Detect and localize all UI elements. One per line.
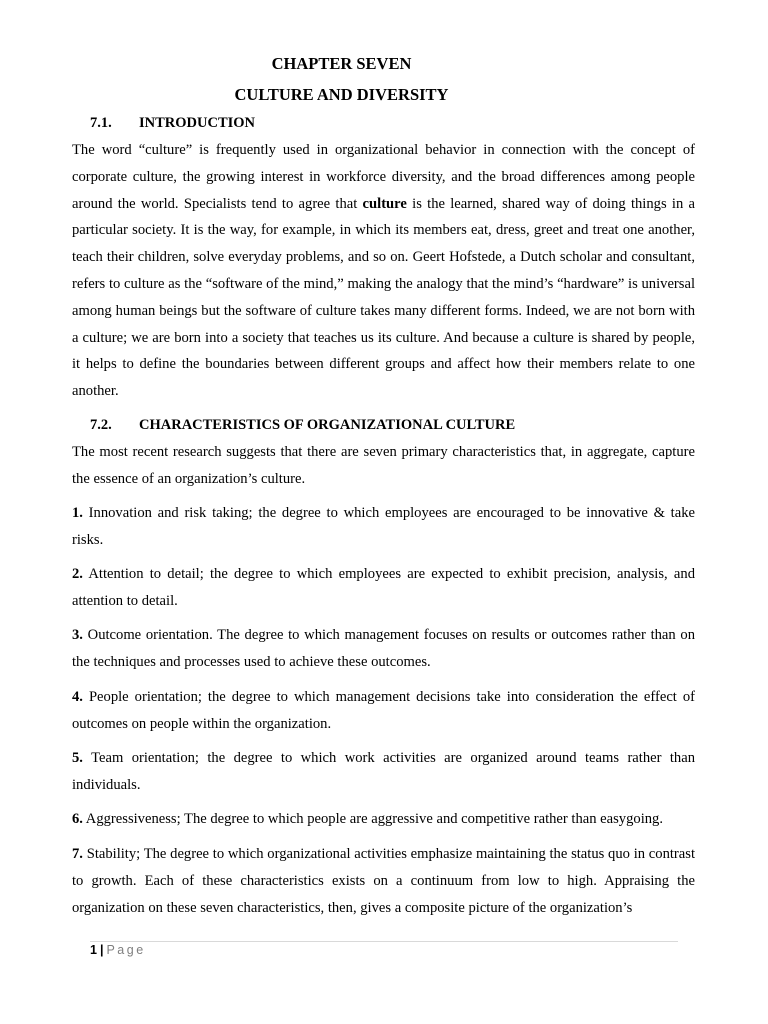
intro-text-after: is the learned, shared way of doing things in a particular society. It is the way, for example, in which its members eat, dress, greet and treat one another, teach their children, solve everyday problems, and so on. Geert Hofstede, a Dutch scholar and consultant, refers to culture as the “software of the mind,” making the analogy that the mind’s “hardware” is universal among human beings but the software of culture takes many different forms. Indeed, we are not born with a culture; we are born into a society that teaches us its culture. And because a culture is shared by people, it helps to define the boundaries between different groups and affect how their members relate to one another. (72, 195, 695, 400)
list-item-text: Aggressiveness; The degree to which people are aggressive and competitive rather than easygoing. (82, 811, 663, 827)
footer-divider (90, 941, 678, 942)
list-item (72, 745, 695, 799)
page-number: 1 (90, 943, 97, 957)
list-item-text: Innovation and risk taking; the degree to which employees are encouraged to be innovative & take risks. (72, 505, 695, 548)
list-item (72, 500, 695, 554)
section-number: 7.2. (90, 417, 112, 433)
list-item (72, 841, 695, 921)
list-item (72, 806, 695, 833)
list-item-number: 7. (72, 846, 83, 862)
list-item (72, 622, 695, 676)
section-heading-introduction (90, 115, 255, 132)
intro-text-before: The word “culture” is frequently used in organizational behavior in connection with the concept of corporate culture, the growing interest in workforce diversity, and the broad differences among people around the world. Specialists tend to agree that (72, 142, 695, 212)
chapter-number-title: CHAPTER SEVEN (271, 54, 412, 73)
list-item-text: People orientation; the degree to which management decisions take into consideration the effect of outcomes on people within the organization. (72, 689, 695, 732)
intro-bold-term: culture (362, 195, 407, 212)
section-heading-characteristics (90, 417, 515, 434)
list-item-text: Attention to detail; the degree to which employees are expected to exhibit precision, analysis, and attention to detail. (72, 566, 695, 609)
intro-paragraph (72, 137, 695, 405)
list-item-number: 6. (72, 811, 83, 827)
list-item (72, 561, 695, 615)
list-item (72, 684, 695, 738)
section-number: 7.1. (90, 115, 112, 131)
list-item-number: 5. (72, 750, 83, 766)
characteristics-intro-paragraph: The most recent research suggests that there are seven primary characteristics that, in aggregate, capture the essence of an organization’s culture. (72, 444, 695, 487)
footer-separator: | (99, 943, 104, 957)
list-item-number: 2. (72, 566, 83, 582)
list-item-text: Stability; The degree to which organizational activities emphasize maintaining the status quo in contrast to growth. Each of these characteristics exists on a continuum from low to high. Appraising the organization on these seven characteristics, then, gives a composite picture of the organization’s (72, 846, 695, 916)
chapter-title: CULTURE AND DIVERSITY (234, 85, 449, 104)
page-label: Page (106, 943, 146, 957)
section-title: INTRODUCTION (139, 115, 256, 131)
list-item-number: 1. (72, 505, 83, 521)
list-item-number: 3. (72, 627, 83, 643)
page-footer (90, 943, 146, 957)
section-title: CHARACTERISTICS OF ORGANIZATIONAL CULTURE (139, 417, 516, 433)
list-item-text: Outcome orientation. The degree to which management focuses on results or outcomes rather than on the techniques and processes used to achieve these outcomes. (72, 627, 695, 670)
list-item-text: Team orientation; the degree to which work activities are organized around teams rather than individuals. (72, 750, 695, 793)
list-item-number: 4. (72, 689, 83, 705)
